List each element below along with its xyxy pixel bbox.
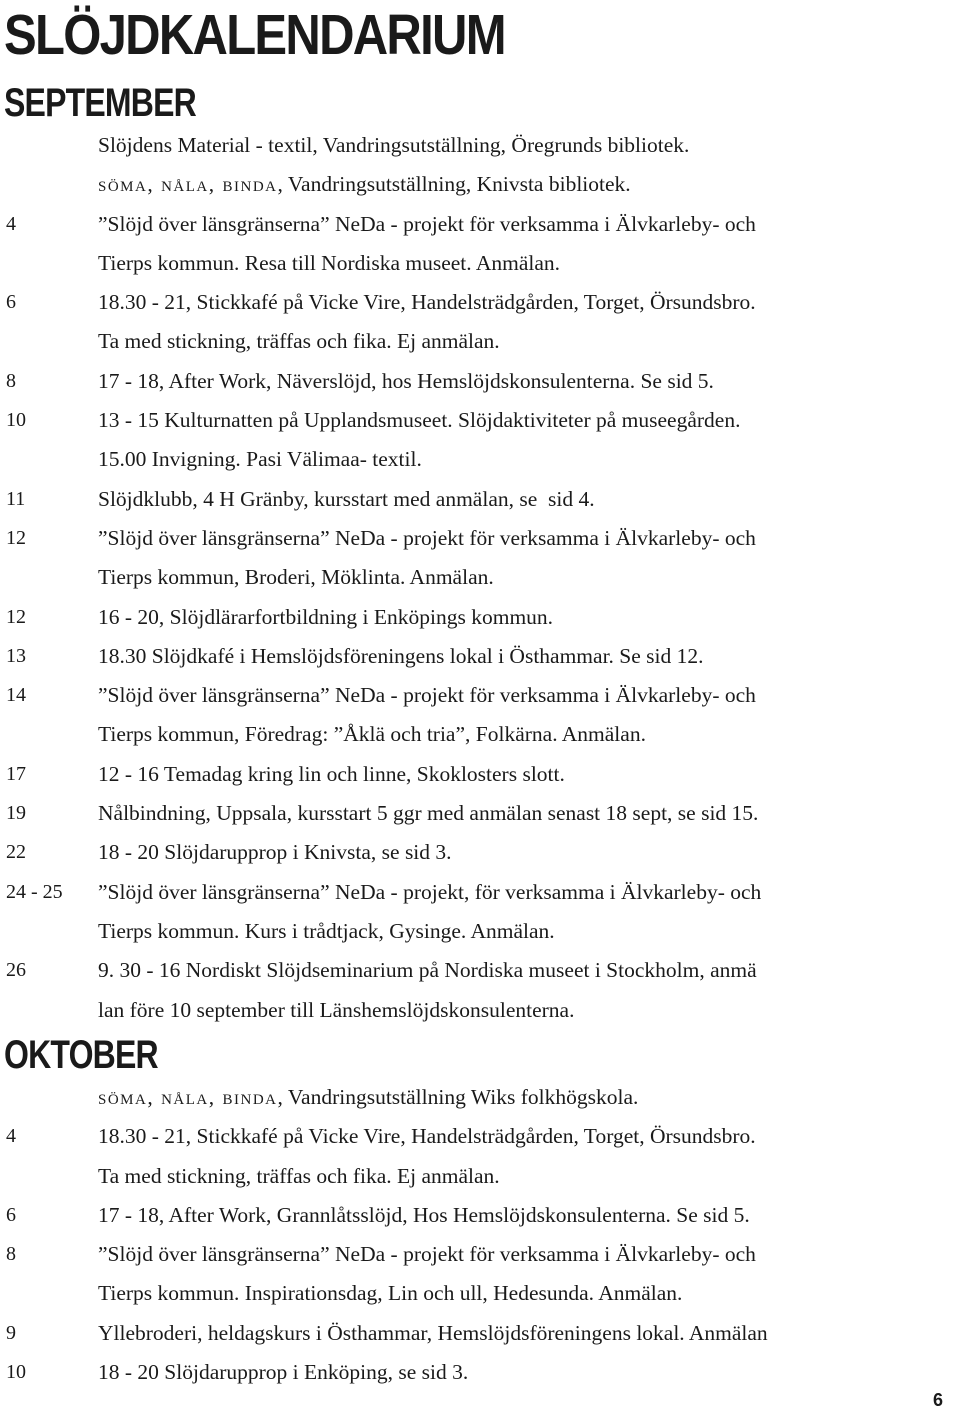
calendar-entry — [0, 951, 960, 1030]
entry-date: 6 — [6, 291, 16, 314]
page-title: SLÖJDKALENDARIUM — [4, 3, 505, 67]
entry-line: Slöjdklubb, 4 H Gränby, kursstart med anmälan, se sid 4. — [98, 486, 595, 511]
entry-text — [98, 1078, 960, 1117]
month-heading-oktober: OKTOBER — [4, 1033, 158, 1077]
entry-date: 8 — [6, 1243, 16, 1266]
entry-date: 10 — [6, 1361, 26, 1384]
oktober-entry-list — [0, 1078, 960, 1392]
oktober-section — [0, 1032, 960, 1392]
entry-line: 18 - 20 Slöjdarupprop i Enköping, se sid 3. — [98, 1360, 469, 1385]
calendar-entry — [0, 755, 960, 794]
entry-text — [98, 1196, 960, 1235]
entry-line-rest: , Vandringsutställning Wiks folkhögskola. — [277, 1085, 639, 1109]
entry-date: 13 — [6, 644, 26, 667]
entry-line: Ta med stickning, träffas och fika. Ej anmälan. — [98, 1163, 500, 1188]
entry-line: 17 - 18, After Work, Näverslöjd, hos Hemslöjdskonsulenterna. Se sid 5. — [98, 368, 714, 393]
entry-date: 14 — [6, 684, 26, 707]
entry-line: ”Slöjd över länsgränserna” NeDa - projekt för verksamma i Älvkarleby- och — [98, 1242, 756, 1267]
entry-line: Slöjdens Material - textil, Vandringsutställning, Öregrunds bibliotek. — [98, 133, 690, 157]
month-heading-september: SEPTEMBER — [4, 81, 196, 125]
entry-text — [98, 833, 960, 872]
september-section — [0, 80, 960, 1030]
entry-line: ”Slöjd över länsgränserna” NeDa - projekt för verksamma i Älvkarleby- och — [98, 525, 756, 550]
entry-text — [98, 401, 960, 480]
entry-date: 12 — [6, 526, 26, 549]
entry-text — [98, 362, 960, 401]
entry-line: Tierps kommun. Inspirationsdag, Lin och ull, Hedesunda. Anmälan. — [98, 1281, 683, 1306]
entry-line: 9. 30 - 16 Nordiskt Slöjdseminarium på Nordiska museet i Stockholm, anmä — [98, 958, 757, 983]
entry-line: 13 - 15 Kulturnatten på Upplandsmuseet. Slöjdaktiviteter på museegården. — [98, 408, 741, 433]
entry-date: 10 — [6, 409, 26, 432]
entry-text — [98, 283, 960, 362]
entry-line: 18.30 - 21, Stickkafé på Vicke Vire, Handelsträdgården, Torget, Örsundsbro. — [98, 290, 756, 315]
calendar-entry — [0, 519, 960, 598]
entry-text — [98, 794, 960, 833]
calendar-entry — [0, 1078, 960, 1117]
entry-date: 22 — [6, 841, 26, 864]
entry-text — [98, 873, 960, 952]
entry-date: 4 — [6, 1125, 16, 1148]
entry-line: lan före 10 september till Länshemslöjdskonsulenterna. — [98, 997, 575, 1022]
entry-line: 16 - 20, Slöjdlärarfortbildning i Enköpings kommun. — [98, 604, 554, 629]
calendar-entry — [0, 401, 960, 480]
entry-line: 18.30 Slöjdkafé i Hemslöjdsföreningens lokal i Östhammar. Se sid 12. — [98, 643, 704, 668]
entry-line: ”Slöjd över länsgränserna” NeDa - projekt, för verksamma i Älvkarleby- och — [98, 879, 762, 904]
entry-date: 8 — [6, 369, 16, 392]
entry-line: Ta med stickning, träffas och fika. Ej anmälan. — [98, 329, 500, 354]
entry-line: 18.30 - 21, Stickkafé på Vicke Vire, Handelsträdgården, Torget, Örsundsbro. — [98, 1124, 756, 1149]
calendar-entry — [0, 205, 960, 284]
calendar-entry — [0, 126, 960, 165]
entry-date: 19 — [6, 802, 26, 825]
september-entry-list — [0, 126, 960, 1030]
entry-date: 12 — [6, 605, 26, 628]
exhibition-name: söma, nåla, binda — [98, 1085, 278, 1109]
entry-text — [98, 1353, 960, 1392]
entry-date: 4 — [6, 212, 16, 235]
calendar-entry — [0, 1117, 960, 1196]
calendar-entry — [0, 676, 960, 755]
entry-text — [98, 1117, 960, 1196]
entry-text — [98, 519, 960, 598]
calendar-entry — [0, 1235, 960, 1314]
entry-text — [98, 676, 960, 755]
entry-line: 18 - 20 Slöjdarupprop i Knivsta, se sid 3. — [98, 840, 452, 865]
entry-date: 11 — [6, 487, 26, 510]
entry-line — [98, 1078, 960, 1117]
calendar-entry — [0, 1196, 960, 1235]
exhibition-name: söma, nåla, binda — [98, 172, 278, 197]
calendar-entry — [0, 873, 960, 952]
calendar-entry — [0, 794, 960, 833]
entry-line: Yllebroderi, heldagskurs i Östhammar, Hemslöjdsföreningens lokal. Anmälan — [98, 1320, 768, 1345]
entry-line: 17 - 18, After Work, Grannlåtsslöjd, Hos Hemslöjdskonsulenterna. Se sid 5. — [98, 1202, 750, 1227]
entry-text — [98, 637, 960, 676]
entry-text — [98, 126, 960, 165]
entry-line: Tierps kommun, Broderi, Möklinta. Anmälan. — [98, 565, 494, 590]
entry-text — [98, 480, 960, 519]
entry-line: ”Slöjd över länsgränserna” NeDa - projekt för verksamma i Älvkarleby- och — [98, 211, 756, 236]
calendar-entry — [0, 362, 960, 401]
entry-line: ”Slöjd över länsgränserna” NeDa - projekt för verksamma i Älvkarleby- och — [98, 683, 756, 708]
entry-line: 15.00 Invigning. Pasi Välimaa- textil. — [98, 447, 422, 472]
entry-text — [98, 755, 960, 794]
entry-text — [98, 1235, 960, 1314]
calendar-entry — [0, 283, 960, 362]
entry-text — [98, 205, 960, 284]
entry-line: Tierps kommun, Föredrag: ”Åklä och tria”, Folkärna. Anmälan. — [98, 722, 646, 747]
entry-date: 9 — [6, 1321, 16, 1344]
entry-line: Tierps kommun. Kurs i trådtjack, Gysinge. Anmälan. — [98, 918, 555, 943]
entry-date: 17 — [6, 762, 26, 785]
entry-text — [98, 951, 960, 1030]
page-number: 6 — [933, 1390, 944, 1410]
entry-line: 12 - 16 Temadag kring lin och linne, Skoklosters slott. — [98, 761, 565, 786]
entry-text — [98, 165, 960, 204]
calendar-entry — [0, 637, 960, 676]
entry-line: Nålbindning, Uppsala, kursstart 5 ggr med anmälan senast 18 sept, se sid 15. — [98, 801, 759, 826]
entry-line-rest: , Vandringsutställning, Knivsta bibliotek. — [277, 172, 631, 197]
entry-line: Tierps kommun. Resa till Nordiska museet. Anmälan. — [98, 250, 561, 275]
entry-line — [98, 165, 960, 204]
calendar-entry — [0, 165, 960, 204]
entry-text — [98, 1314, 960, 1353]
entry-date: 6 — [6, 1203, 16, 1226]
calendar-entry — [0, 480, 960, 519]
entry-date: 26 — [6, 959, 26, 982]
calendar-entry — [0, 833, 960, 872]
calendar-entry — [0, 1314, 960, 1353]
calendar-entry — [0, 1353, 960, 1392]
entry-date: 24 - 25 — [6, 880, 63, 903]
entry-text — [98, 598, 960, 637]
calendar-entry — [0, 598, 960, 637]
